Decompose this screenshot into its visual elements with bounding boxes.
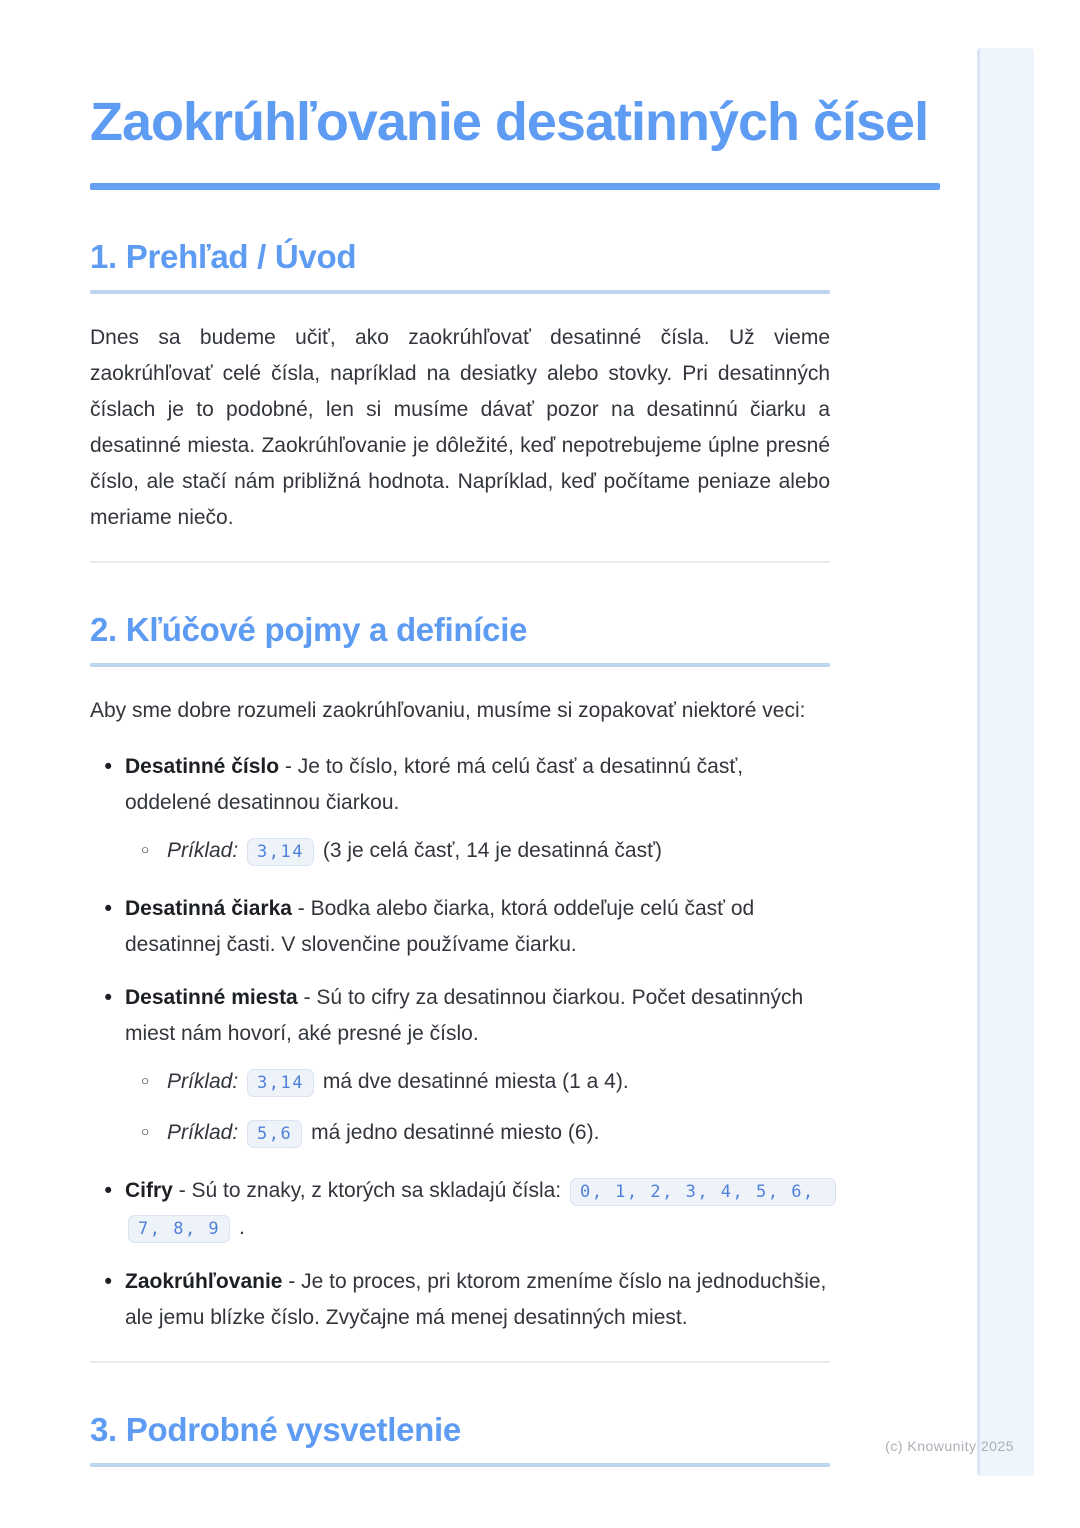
section-concepts xyxy=(90,610,940,1336)
section-explanation-underline xyxy=(90,1463,830,1467)
section-divider xyxy=(90,561,830,563)
section-overview xyxy=(90,237,940,536)
term-separator: - xyxy=(282,1270,302,1293)
term-definition-after: . xyxy=(233,1216,245,1239)
list-item-decimal-comma xyxy=(90,891,830,963)
section-overview-paragraph: Dnes sa budeme učiť, ako zaokrúhľovať desatinné čísla. Už vieme zaokrúhľovať celé čísla, napríklad na desiatky alebo stovky. Pri desatinných číslach je to podobné, len si musíme dávať pozor na desatinnú čiarku a desatinné miesta. Zaokrúhľovanie je dôležité, keď nepotrebujeme úplne presné číslo, ale stačí nám približná hodnota. Napríklad, keď počítame peniaze alebo meriame niečo. xyxy=(90,326,830,529)
example-text: má jedno desatinné miesto (6). xyxy=(305,1121,600,1144)
example-label: Príklad: xyxy=(167,1070,239,1093)
list-item-decimal-number xyxy=(90,749,830,874)
term-label: Zaokrúhľovanie xyxy=(125,1270,283,1293)
term-definition: Je to číslo, ktoré má celú časť a desatinnú časť, oddelené desatinnou čiarkou. xyxy=(125,755,744,814)
code-chip-digits: 0, 1, 2, 3, 4, 5, 6, 7, 8, 9 xyxy=(128,1178,836,1243)
page-edge-stripe xyxy=(977,48,1034,1476)
section-concepts-intro: Aby sme dobre rozumeli zaokrúhľovaniu, musíme si zopakovať niektoré veci: xyxy=(90,699,806,722)
term-separator: - xyxy=(291,897,311,920)
term-separator: - xyxy=(279,755,298,778)
term-definition: Bodka alebo čiarka, ktorá oddeľuje celú časť od desatinnej časti. V slovenčine používame čiarku. xyxy=(125,897,755,956)
term-label: Desatinná čiarka xyxy=(125,897,292,920)
document-content xyxy=(90,0,940,1467)
list-item-decimal-places xyxy=(90,980,830,1156)
examples-list xyxy=(125,1060,830,1156)
section-divider xyxy=(90,1361,830,1363)
terms-list xyxy=(90,749,830,1336)
term-label: Desatinné číslo xyxy=(125,755,280,778)
term-separator: - xyxy=(172,1179,192,1202)
section-explanation-heading: 3. Podrobné vysvetlenie xyxy=(90,1411,461,1448)
code-chip: 5,6 xyxy=(247,1120,302,1148)
section-overview-heading: 1. Prehľad / Úvod xyxy=(90,238,357,275)
example-text: má dve desatinné miesta (1 a 4). xyxy=(317,1070,629,1093)
term-label: Desatinné miesta xyxy=(125,986,298,1009)
list-item-rounding xyxy=(90,1264,830,1336)
term-label: Cifry xyxy=(125,1179,173,1202)
code-chip: 3,14 xyxy=(247,838,314,866)
example-text: (3 je celá časť, 14 je desatinná časť) xyxy=(317,839,662,862)
section-overview-underline xyxy=(90,290,830,294)
example-item xyxy=(135,829,830,874)
term-definition: Sú to cifry za desatinnou čiarkou. Počet desatinných miest nám hovorí, aké presné je číslo. xyxy=(125,986,804,1045)
section-concepts-underline xyxy=(90,663,830,667)
example-item xyxy=(135,1111,830,1156)
term-definition: Sú to znaky, z ktorých sa skladajú čísla: xyxy=(191,1179,567,1202)
examples-list xyxy=(125,829,830,874)
example-item xyxy=(135,1060,830,1105)
term-definition: Je to proces, pri ktorom zmeníme číslo na jednoduchšie, ale jemu blízke číslo. Zvyčajne má menej desatinných miest. xyxy=(125,1270,827,1329)
title-rule xyxy=(90,183,940,190)
example-label: Príklad: xyxy=(167,839,239,862)
section-concepts-heading: 2. Kľúčové pojmy a definície xyxy=(90,611,528,648)
code-chip: 3,14 xyxy=(247,1069,314,1097)
list-item-digits xyxy=(90,1173,830,1247)
example-label: Príklad: xyxy=(167,1121,239,1144)
section-explanation xyxy=(90,1410,940,1467)
page-title: Zaokrúhľovanie desatinných čísel xyxy=(90,92,929,152)
term-separator: - xyxy=(297,986,317,1009)
copyright-footer: (c) Knowunity 2025 xyxy=(885,1438,1014,1454)
